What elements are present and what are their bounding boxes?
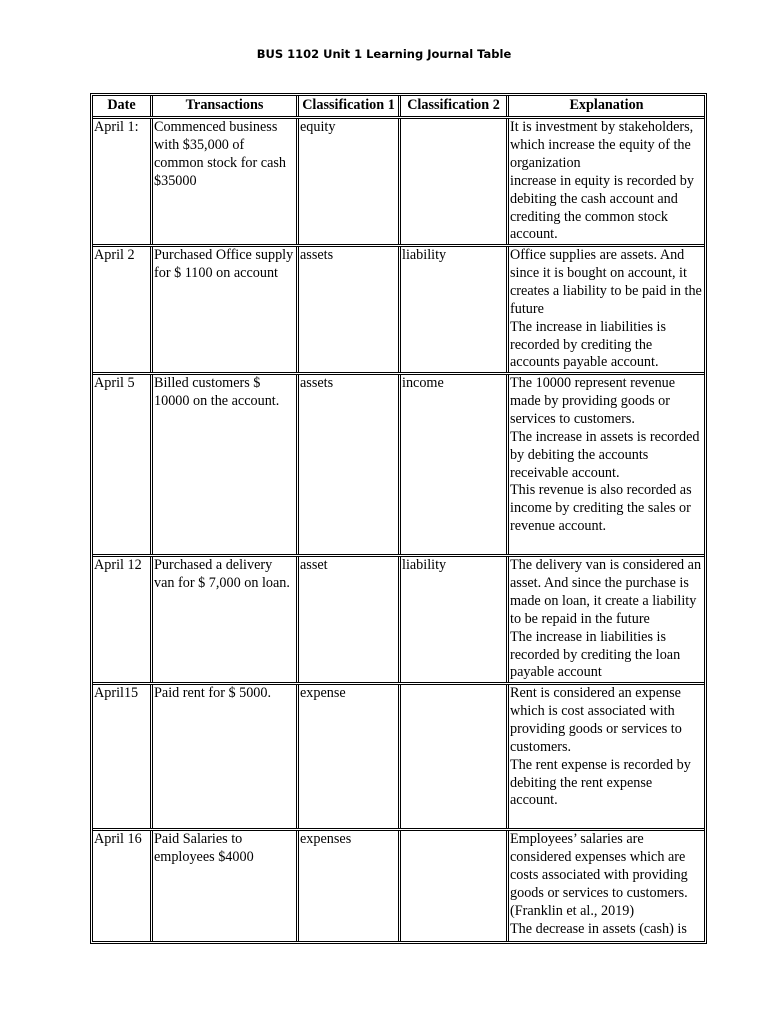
classification-1-cell: asset [296,557,398,682]
explanation-cell: It is investment by stakeholders, which increase the equity of the organization increase in equity is recorded by debiting the cash account and crediting the common stock account. [506,119,704,244]
classification-1-cell: expense [296,685,398,828]
date-cell: April 2 [94,247,135,263]
classification-1-cell: assets [296,247,398,372]
explanation-cell: The delivery van is considered an asset. And since the purchase is made on loan, it create a liability to be repaid in the future The increase in liabilities is recorded by crediting the loan payable account [506,557,704,682]
classification-2-cell: liability [398,247,506,372]
classification-2-cell: income [398,375,506,554]
date-cell: April15 [94,685,139,701]
transaction-cell: Commenced business with $35,000 of common stock for cash $35000 [150,119,296,244]
transaction-cell: Paid Salaries to employees $4000 [150,831,296,941]
transaction-cell: Paid rent for $ 5000. [150,685,296,828]
explanation-cell: Rent is considered an expense which is cost associated with providing goods or services to customers. The rent expense is recorded by debiting the rent expense account. [506,685,704,828]
explanation-cell: The 10000 represent revenue made by providing goods or services to customers. The increase in assets is recorded by debiting the accounts receivable account. This revenue is also recorded as income by crediting the sales or revenue account. [506,375,704,554]
header-classification-2: Classification 2 [398,96,506,116]
classification-1-cell: equity [296,119,398,244]
date-cell: April 1: [94,119,139,135]
header-transactions: Transactions [150,96,296,116]
classification-2-cell [398,119,506,244]
table-row [93,244,704,372]
explanation-cell: Employees’ salaries are considered expenses which are costs associated with providing goods or services to customers. (Franklin et al., 2019) The decrease in assets (cash) is [506,831,704,941]
header-explanation: Explanation [506,96,704,116]
table-row [93,554,704,682]
transaction-cell: Purchased a delivery van for $ 7,000 on loan. [150,557,296,682]
header-date: Date [107,97,136,113]
document-title: BUS 1102 Unit 1 Learning Journal Table [256,47,512,61]
table-row [93,372,704,554]
classification-2-cell [398,831,506,941]
header-classification-1: Classification 1 [296,96,398,116]
date-cell: April 16 [94,831,142,847]
classification-2-cell [398,685,506,828]
table-row [93,828,704,941]
explanation-cell: Office supplies are assets. And since it is bought on account, it creates a liability to be paid in the future The increase in liabilities is recorded by crediting the accounts payable account. [506,247,704,372]
classification-1-cell: expenses [296,831,398,941]
classification-1-cell: assets [296,375,398,554]
transaction-cell: Billed customers $ 10000 on the account. [150,375,296,554]
date-cell: April 12 [94,557,142,573]
transaction-cell: Purchased Office supply for $ 1100 on account [150,247,296,372]
classification-2-cell: liability [398,557,506,682]
table-row [93,116,704,244]
table-header-row [93,96,704,116]
table-row [93,682,704,828]
learning-journal-table [90,93,707,944]
date-cell: April 5 [94,375,135,391]
